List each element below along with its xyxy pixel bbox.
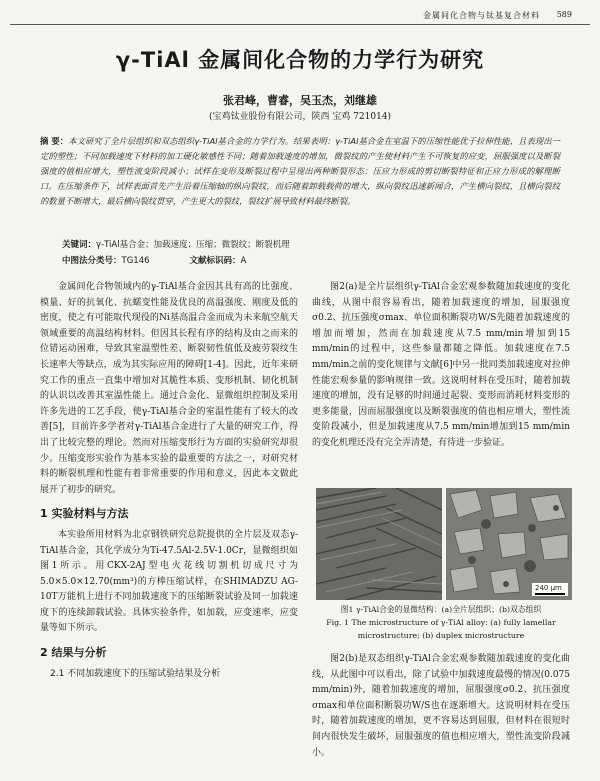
authors: 张君峰，曹睿，吴玉杰，刘继雄 — [223, 94, 377, 107]
affiliation: (宝鸡钛业股份有限公司，陕西 宝鸡 721014) — [208, 112, 392, 122]
classification — [62, 254, 246, 266]
header-rule — [10, 24, 590, 25]
section-2-1-heading: 2.1 不同加载速度下的压缩试验结果及分析 — [50, 668, 221, 679]
left-column — [40, 280, 298, 682]
abstract-label: 摘 要： — [40, 136, 69, 146]
right-paragraph-1: 图2(a)是全片层组织γ-TiAl合金宏观参数随加载速度的变化曲线，从图中很容易看出，随着加载速度的增加，屈服强度σ0.2、抗压强度σmax、单位面积断裂功W/S先随着加载速度的增加而增加，然而在加载速度从7.5 mm/min增加到15 mm/min的过程中，这些参量都随之降低。加载速度在7.5 mm/min之前的变化规律与文献[6]中另一批同类加载速度对拉伸性能宏观参量的影响规律一致。这说明材料在受压时，随着加载速度的增加，没有足够的时间通过起裂、变形而消耗材料变形的更多能量，因而屈服强度以及断裂强度的值也相应增大，塑性流变阶段减小，但是加载速度从7.5 mm/min增加到15 mm/min的变化机理还没有完全弄清楚，有待进一步验证。 — [312, 282, 570, 448]
right-column-top — [312, 280, 570, 452]
doc-code-label: 文献标识码： — [189, 256, 241, 266]
scale-label: 240 μm — [535, 584, 562, 592]
page-number: 589 — [556, 10, 572, 19]
right-paragraph-2: 图2(b)是双态组织γ-TiAl合金宏观参数随加载速度的变化曲线，从此图中可以看出，除了试验中加载速度最慢的情况(0.075 mm/min)外，随着加载速度的增加，屈服强度σ0.2、抗压强度σmax和单位面积断裂功W/S也在逐渐增大。这说明材料在受压时，随着加载速度的增加，更不容易达到屈服，但材料在很短时间内很快发生破坏，屈服强度的值也相应增大，塑性流变阶段减小。 — [312, 654, 570, 758]
abstract — [40, 134, 560, 209]
clc-label: 中图法分类号： — [62, 256, 122, 266]
right-column-bottom — [312, 652, 570, 761]
keywords-label: 关键词： — [62, 240, 97, 250]
figure-caption-en-1: Fig. 1 The microstructure of γ-TiAl alloy: (a) fully lamellar — [326, 618, 556, 627]
micrograph-a — [316, 488, 442, 600]
paper-title: γ-TiAl 金属间化合物的力学行为研究 — [115, 48, 485, 72]
keywords-text: γ-TiAl基合金；加载速度；压缩；微裂纹；断裂机理 — [96, 240, 290, 250]
abstract-text: 本文研究了全片层组织和双态组织γ-TiAl基合金的力学行为。结果表明：γ-TiAl基合金在室温下的压缩性能优于拉伸性能，且表现出一定的塑性；不同加载速度下材料的加工硬化敏感性不同；随着加载速度的增加，微裂纹的产生使材料产生不可恢复的应变，屈服强度以及断裂强度的值相应增大，塑性流变阶段减小；试样在变形及断裂过程中呈现出两种断裂形态：压应力形成的剪切断裂特征和正应力形成的解理断口。在压缩条件下，试样表面首先产生沿着压缩轴的纵向裂纹，而后随着卸载载荷的增大，纵向裂纹迅速新闻合，产生横向裂纹，且横向裂纹的数量不断增大，最后横向裂纹贯穿，产生更大的裂纹，裂纹扩展导致材料最终断裂。 — [40, 136, 561, 206]
figure-1 — [316, 488, 572, 600]
keywords — [62, 238, 290, 250]
micrograph-b — [446, 488, 572, 600]
figure-caption-cn: 图1 γ-TiAl合金的显微结构：(a)全片层组织；(b)双态组织 — [340, 605, 542, 614]
section-1-text: 本实验所用材料为北京钢铁研究总院提供的全片层及双态γ-TiAl基合金，其化学成分为Ti-47.5Al-2.5V-1.0Cr，显微组织如图1所示。用CKX-2AJ型电火花线切割机切成尺寸为5.0×5.0×12.70(mm³)的方棒压缩试样，在SHIMADZU AG-10T万能机上进行不同加载速度下的压缩断裂试验及同一加载速度下的连续卸载试验。具体实验条件，如加载，应变速率，应变量等如下所示。 — [40, 529, 298, 634]
journal-name: 金属间化合物与钛基复合材料 — [423, 11, 540, 20]
figure-caption-en-2: microstructure; (b) duplex microstructure — [357, 631, 525, 640]
clc-value: TG146 — [121, 256, 150, 266]
intro-paragraph: 金属间化合物领域内的γ-TiAl基合金因其具有高的比强度、模量、好的抗氧化、抗蠕变性能及优良的高温强度、刚度及低的密度，使之有可能取代现役的Ni基高温合金而成为未来航空航天领域重要的高温结构材料。但因其长程有序的结构及由之而来的位错运动困难，导致其室温塑性差、断裂韧性值低及疲劳裂纹生长速率大等缺点，成为其实际应用的障碍[1-4]。因此，近年来研究工作的重点一直集中增加对其脆性本质、变形机制、韧化机制的认识以改善其室温性能上。通过合金化、显微组织控制及采用许多先进的工艺手段，使γ-TiAl基合金的室温性能有了较大的改善[5]，目前许多学者对γ-TiAl基合金进行了大量的研究工作，得出了比较完整的理论。然而对压缩变形行为方面的实验研究却很少。压缩变形实验作为基本实验的最重要的方法之一，对研究材料的断裂机理和性能有着非常重要的作用和意义，因此本文做此展开了初步的研究。 — [40, 282, 298, 495]
section-1-heading: 1 实验材料与方法 — [40, 507, 129, 521]
section-2-heading: 2 结果与分析 — [40, 646, 107, 660]
scale-bar — [532, 583, 568, 596]
doc-code-value: A — [240, 256, 247, 266]
running-header — [0, 8, 600, 22]
